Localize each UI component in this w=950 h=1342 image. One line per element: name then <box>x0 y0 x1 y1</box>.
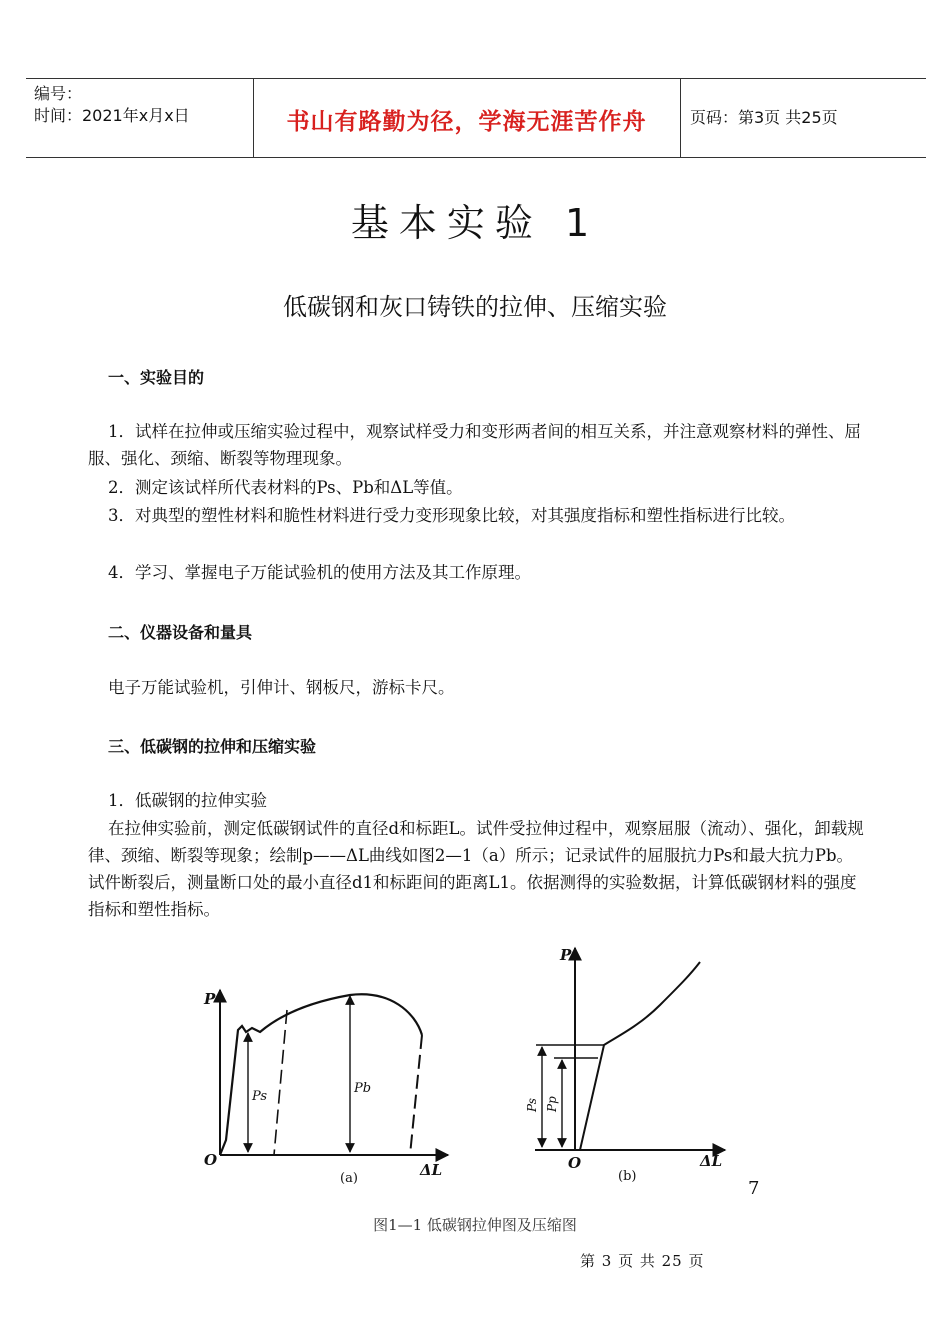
figure-tension-compression <box>190 940 750 1195</box>
header-number-label: 编号： <box>34 84 83 103</box>
document-title: 基本实验 1 <box>350 201 600 245</box>
figure-b <box>525 946 725 1184</box>
paragraph-tension-body <box>88 815 864 923</box>
inline-page-mark: 7 <box>748 1178 760 1199</box>
section-heading-purpose: 一、实验目的 <box>108 368 205 387</box>
figure-a-pb-label: Pb <box>354 1081 372 1096</box>
header-divider <box>680 79 681 157</box>
paragraph-tension-heading <box>88 787 864 814</box>
figure-b-pp-label: Pp <box>545 1096 559 1112</box>
header-meta <box>34 83 190 127</box>
paragraph-text: 3．对典型的塑性材料和脆性材料进行受力变形现象比较，对其强度指标和塑性指标进行比较。 <box>108 506 795 525</box>
page-footer: 第 3 页 共 25 页 <box>580 1252 705 1270</box>
figure-a-tag: (a) <box>340 1171 358 1186</box>
section-heading-experiment: 三、低碳钢的拉伸和压缩实验 <box>108 737 317 756</box>
paragraph-text: 4．学习、掌握电子万能试验机的使用方法及其工作原理。 <box>108 563 531 582</box>
header-time-label: 时间：2021年x月x日 <box>34 106 190 125</box>
document-subtitle: 低碳钢和灰口铸铁的拉伸、压缩实验 <box>283 293 667 321</box>
figure-a-dl-label: ΔL <box>420 1161 443 1179</box>
figure-b-curve <box>580 962 700 1150</box>
paragraph-text: 1．试样在拉伸或压缩实验过程中，观察试样受力和变形两者间的相互关系，并注意观察材料的弹性、屈服、强化、颈缩、断裂等物理现象。 <box>88 422 861 468</box>
figure-b-origin-label: O <box>568 1154 582 1172</box>
figure-a-ps-label: Ps <box>252 1089 268 1104</box>
figure-a-origin-label: O <box>204 1151 218 1169</box>
page-header <box>26 78 926 158</box>
figure-a <box>203 990 448 1186</box>
figure-b-dl-label: ΔL <box>700 1152 723 1170</box>
figure-a-p-label: P <box>204 990 216 1008</box>
section-heading-equipment: 二、仪器设备和量具 <box>108 623 253 642</box>
figure-a-fracture-line <box>410 1035 422 1155</box>
paragraph-text: 2．测定该试样所代表材料的Ps、Pb和ΔL等值。 <box>108 478 463 497</box>
figure-a-unload-line <box>274 1010 287 1155</box>
figure-b-p-label: P <box>560 946 572 964</box>
paragraph-purpose-3 <box>88 502 864 529</box>
figure-b-ps-label: Ps <box>525 1098 539 1112</box>
paragraph-purpose-4 <box>88 559 864 586</box>
figure-b-tag: (b) <box>618 1169 637 1184</box>
figure-caption: 图1—1 低碳钢拉伸图及压缩图 <box>373 1216 577 1234</box>
paragraph-equipment <box>88 674 864 701</box>
paragraph-text: 1．低碳钢的拉伸实验 <box>108 791 267 810</box>
paragraph-purpose-1 <box>88 418 864 472</box>
paragraph-text: 电子万能试验机，引伸计、钢板尺，游标卡尺。 <box>108 678 455 697</box>
figure-a-curve <box>220 994 422 1155</box>
paragraph-text: 在拉伸实验前，测定低碳钢试件的直径d和标距L。试件受拉伸过程中，观察屈服（流动）、强化，卸载规律、颈缩、断裂等现象；绘制p——ΔL曲线如图2—1（a）所示；记录试件的屈服抗力Ps和最大抗力Pb。试件断裂后，测量断口处的最小直径d1和标距间的距离L1。依据测得的实验数据，计算低碳钢材料的强度指标和塑性指标。 <box>88 819 864 919</box>
header-page-info: 页码：第3页 共25页 <box>690 108 838 127</box>
paragraph-purpose-2 <box>88 474 864 501</box>
header-motto: 书山有路勤为径，学海无涯苦作舟 <box>286 108 647 135</box>
